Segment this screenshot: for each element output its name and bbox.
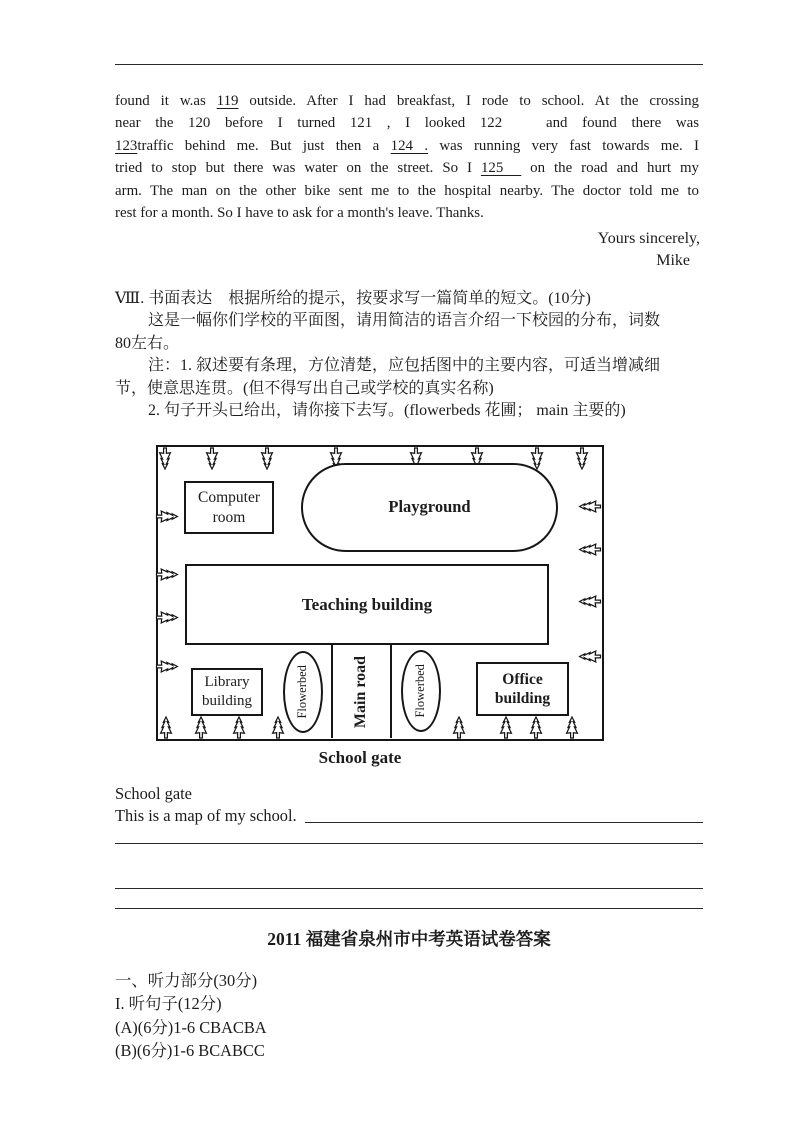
- text-segment: outside. After I had breakfast, I rode to school. At the crossing: [238, 93, 699, 109]
- library-building-label: Library building: [201, 674, 252, 709]
- answer-line: [115, 843, 703, 844]
- answer-line: [115, 908, 703, 909]
- answer-key-line: (B)(6分)1-6 BCABCC: [115, 1041, 265, 1061]
- text-segment: found it w.as: [115, 93, 217, 109]
- tree-icon: [579, 500, 602, 514]
- answer-blank-line: [305, 806, 703, 823]
- tree-icon: [159, 716, 173, 739]
- instruction-line: 2. 句子开头已给出，请你接下去写。(flowerbeds 花圃； main 主要的): [148, 402, 626, 420]
- computer-room-box: [184, 481, 274, 534]
- cloze-blank-number: 123: [115, 137, 138, 154]
- writing-task-instructions: [115, 288, 707, 422]
- answer-line: [115, 888, 703, 889]
- tree-icon: [158, 447, 172, 470]
- tree-icon: [579, 650, 602, 664]
- tree-icon: [156, 568, 179, 582]
- tree-icon: [156, 660, 179, 674]
- text-segment: near the 120 before I turned 121 , I looked 122 and found there was: [115, 115, 699, 132]
- tree-icon: [205, 447, 219, 470]
- school-gate-caption: School gate: [318, 748, 402, 767]
- text-segment: was running very fast towards me. I: [428, 137, 700, 154]
- text-segment: rest for a month. So I have to ask for a month's leave. Thanks.: [115, 205, 484, 222]
- instruction-line: 节，使意思连贯。(但不得写出自己或学校的真实名称): [115, 379, 494, 397]
- answer-key-section: [115, 969, 267, 1063]
- tree-icon: [156, 510, 179, 524]
- answer-key-line: (A)(6分)1-6 CBACBA: [115, 1017, 267, 1037]
- main-road-label: Main road: [352, 655, 370, 728]
- signature-closing: Yours sincerely,: [597, 230, 700, 247]
- answer-key-title: 2011 福建省泉州市中考英语试卷答案: [267, 929, 551, 949]
- office-building-box: [476, 662, 569, 716]
- tree-icon: [565, 716, 579, 739]
- text-segment: tried to stop but there was water on the street. So I: [115, 160, 481, 177]
- tree-icon: [499, 716, 513, 739]
- playground-area: [301, 463, 558, 552]
- tree-icon: [232, 716, 246, 739]
- letter-line: [115, 135, 699, 157]
- teaching-building-box: [185, 564, 549, 645]
- computer-room-label: Computer room: [198, 489, 260, 526]
- tree-icon: [575, 447, 589, 470]
- tree-icon: [529, 716, 543, 739]
- tree-icon: [452, 716, 466, 739]
- tree-icon: [579, 595, 602, 609]
- letter-line: [115, 202, 699, 224]
- teaching-building-label: Teaching building: [301, 594, 433, 614]
- letter-line: [115, 90, 699, 112]
- tree-icon: [194, 716, 208, 739]
- flowerbed-right-label: Flowerbed: [413, 664, 428, 718]
- tree-icon: [156, 611, 179, 625]
- letter-line: [115, 180, 699, 202]
- cloze-blank-number: 119: [216, 93, 239, 109]
- text-segment: traffic behind me. But just then a: [137, 137, 391, 154]
- instruction-line: 这是一幅你们学校的平面图，请用简洁的语言介绍一下校园的分布，词数: [148, 312, 661, 330]
- instruction-line: Ⅷ. 书面表达 根据所给的提示，按要求写一篇简单的短文。(10分): [115, 290, 591, 307]
- letter-line: [115, 112, 699, 134]
- school-map: [156, 445, 604, 767]
- flowerbed-right-oval: [401, 650, 441, 732]
- essay-opening-text: This is a map of my school.: [115, 806, 297, 825]
- main-road: [331, 645, 392, 738]
- instruction-line: 80左右。: [115, 334, 180, 352]
- instruction-line: 注：1. 叙述要有条理，方位清楚，应包括图中的主要内容，可适当增减细: [148, 357, 661, 375]
- tree-icon: [579, 543, 602, 557]
- flowerbed-left-oval: [283, 651, 323, 733]
- library-building-box: [191, 668, 263, 716]
- tree-icon: [271, 716, 285, 739]
- cloze-blank-number: 124 .: [390, 137, 429, 154]
- answer-key-line: 一、听力部分(30分): [115, 971, 258, 990]
- top-rule: [115, 64, 703, 65]
- playground-label: Playground: [388, 497, 471, 517]
- flowerbed-left-label: Flowerbed: [295, 665, 310, 719]
- letter-body: [115, 90, 699, 224]
- essay-gate-line: School gate: [115, 784, 192, 803]
- tree-icon: [260, 447, 274, 470]
- office-building-label: Office building: [494, 670, 551, 707]
- text-segment: on the road and hurt my: [521, 160, 700, 177]
- signature-name: Mike: [656, 252, 690, 270]
- text-segment: arm. The man on the other bike sent me to the hospital nearby. The doctor told me to: [115, 182, 699, 199]
- answer-key-line: I. 听句子(12分): [115, 994, 222, 1014]
- letter-signature: [115, 228, 700, 273]
- cloze-blank-number: 125: [480, 160, 522, 177]
- letter-line: [115, 157, 699, 179]
- essay-opening-line: [115, 806, 703, 826]
